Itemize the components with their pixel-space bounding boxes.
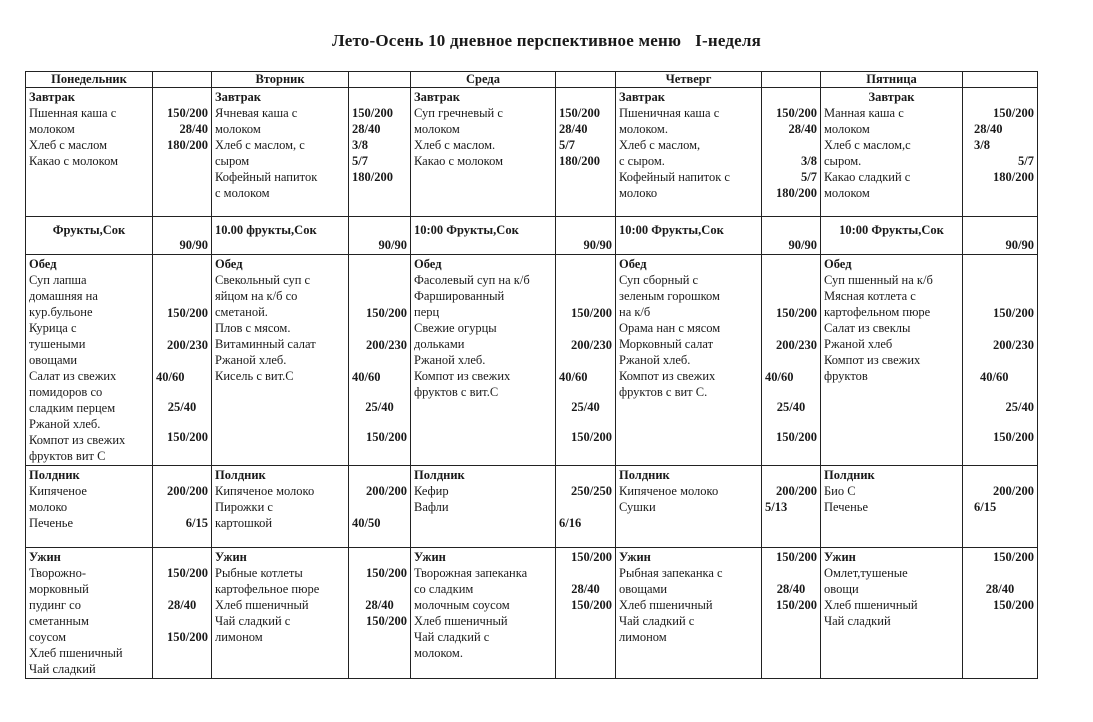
dinner-row (26, 548, 1038, 679)
qty-cell: 150/200 28/40 150/200 (762, 548, 821, 679)
week-label: I-неделя (695, 31, 762, 50)
qty-cell: 150/200 28/40 3/8 5/7 180/200 (762, 88, 821, 217)
meal-cell: Полдник Кефир Вафли (411, 466, 556, 548)
meal-cell: Ужин Творожная запеканка со сладким молочным соусом Хлеб пшеничный Чай сладкий с молоком. (411, 548, 556, 679)
qty-cell: 150/200 28/40 150/200 (349, 548, 411, 679)
meal-cell: Ужин Рыбные котлеты картофельное пюре Хлеб пшеничный Чай сладкий с лимоном (212, 548, 349, 679)
qty-cell: 200/200 5/13 (762, 466, 821, 548)
meal-cell: Ужин Творожно- морковный пудинг со сметанным соусом Хлеб пшеничный Чай сладкий (26, 548, 153, 679)
meal-cell: Завтрак Ячневая каша с молоком Хлеб с маслом, с сыром Кофейный напиток с молоком (212, 88, 349, 217)
qty-cell: 200/200 40/50 (349, 466, 411, 548)
qty-cell: 200/200 6/15 (963, 466, 1038, 548)
qty-cell: 150/200 28/40 3/8 5/7 180/200 (349, 88, 411, 217)
qty-cell: 90/90 (349, 217, 411, 255)
qty-cell: 90/90 (556, 217, 616, 255)
qty-cell: 200/200 6/15 (153, 466, 212, 548)
breakfast-row (26, 88, 1038, 217)
qty-cell: 150/200 200/230 40/60 25/40 150/200 (762, 255, 821, 466)
day-header: Четверг (616, 72, 762, 88)
qty-cell: 150/200 200/230 40/60 25/40 150/200 (963, 255, 1038, 466)
meal-cell: Завтрак Пшеничная каша с молоком. Хлеб с маслом, с сыром. Кофейный напиток с молоко (616, 88, 762, 217)
afternoon-snack-row (26, 466, 1038, 548)
meal-cell: Обед Свекольный суп с яйцом на к/б со сметаной. Плов с мясом. Витаминный салат Ржаной хлеб. Кисель с вит.С (212, 255, 349, 466)
qty-cell: 150/200 200/230 40/60 25/40 150/200 (153, 255, 212, 466)
qty-cell: 90/90 (963, 217, 1038, 255)
qty-cell: 150/200 28/40 5/7 180/200 (556, 88, 616, 217)
day-header: Среда (411, 72, 556, 88)
qty-cell: 150/200 200/230 40/60 25/40 150/200 (556, 255, 616, 466)
meal-cell: Ужин Омлет,тушеные овощи Хлеб пшеничный Чай сладкий (821, 548, 963, 679)
qty-cell: 150/200 28/40 180/200 (153, 88, 212, 217)
lunch-row (26, 255, 1038, 466)
day-header: Пятница (821, 72, 963, 88)
snack-row (26, 217, 1038, 255)
meal-cell: Завтрак Суп гречневый с молоком Хлеб с маслом. Какао с молоком (411, 88, 556, 217)
qty-cell: 150/200 28/40 150/200 (963, 548, 1038, 679)
qty-cell: 90/90 (153, 217, 212, 255)
day-header: Вторник (212, 72, 349, 88)
qty-cell: 150/200 200/230 40/60 25/40 150/200 (349, 255, 411, 466)
meal-cell: Обед Суп пшенный на к/б Мясная котлета с картофельном пюре Салат из свеклы Ржаной хлеб Компот из свежих фруктов (821, 255, 963, 466)
meal-cell: Обед Суп сборный с зеленым горошком на к/б Орама нан с мясом Морковный салат Ржаной хлеб. Компот из свежих фруктов с вит С. (616, 255, 762, 466)
meal-cell: Обед Фасолевый суп на к/б Фаршированный перц Свежие огурцы дольками Ржаной хлеб. Компот из свежих фруктов с вит.С (411, 255, 556, 466)
meal-cell: Завтрак Манная каша с молоком Хлеб с маслом,с сыром. Какао сладкий с молоком (821, 88, 963, 217)
meal-cell: 10.00 фрукты,Сок (212, 217, 349, 255)
meal-cell: 10:00 Фрукты,Сок (821, 217, 963, 255)
meal-cell: Обед Суп лапша домашняя на кур.бульоне Курица с тушеными овощами Салат из свежих помидоров со сладким перцем Ржаной хлеб. Компот из свежих фруктов вит С (26, 255, 153, 466)
meal-cell: Ужин Рыбная запеканка с овощами Хлеб пшеничный Чай сладкий с лимоном (616, 548, 762, 679)
menu-table (25, 71, 1038, 679)
meal-cell: Фрукты,Сок (26, 217, 153, 255)
qty-cell: 150/200 28/40 3/8 5/7 180/200 (963, 88, 1038, 217)
meal-cell: Полдник Кипяченое молоко Сушки (616, 466, 762, 548)
meal-cell: Полдник Био С Печенье (821, 466, 963, 548)
page-title (0, 31, 1093, 51)
qty-cell: 90/90 (762, 217, 821, 255)
day-header: Понедельник (26, 72, 153, 88)
meal-cell: 10:00 Фрукты,Сок (411, 217, 556, 255)
meal-cell: Завтрак Пшенная каша с молоком Хлеб с маслом Какао с молоком (26, 88, 153, 217)
qty-cell: 150/200 28/40 150/200 (153, 548, 212, 679)
meal-cell: 10:00 Фрукты,Сок (616, 217, 762, 255)
day-header-row (26, 72, 1038, 88)
meal-cell: Полдник Кипяченое молоко Пирожки с картошкой (212, 466, 349, 548)
menu-title: Лето-Осень 10 дневное перспективное меню (331, 31, 682, 50)
qty-cell: 150/200 28/40 150/200 (556, 548, 616, 679)
meal-cell: Полдник Кипяченое молоко Печенье (26, 466, 153, 548)
qty-cell: 250/250 6/16 (556, 466, 616, 548)
